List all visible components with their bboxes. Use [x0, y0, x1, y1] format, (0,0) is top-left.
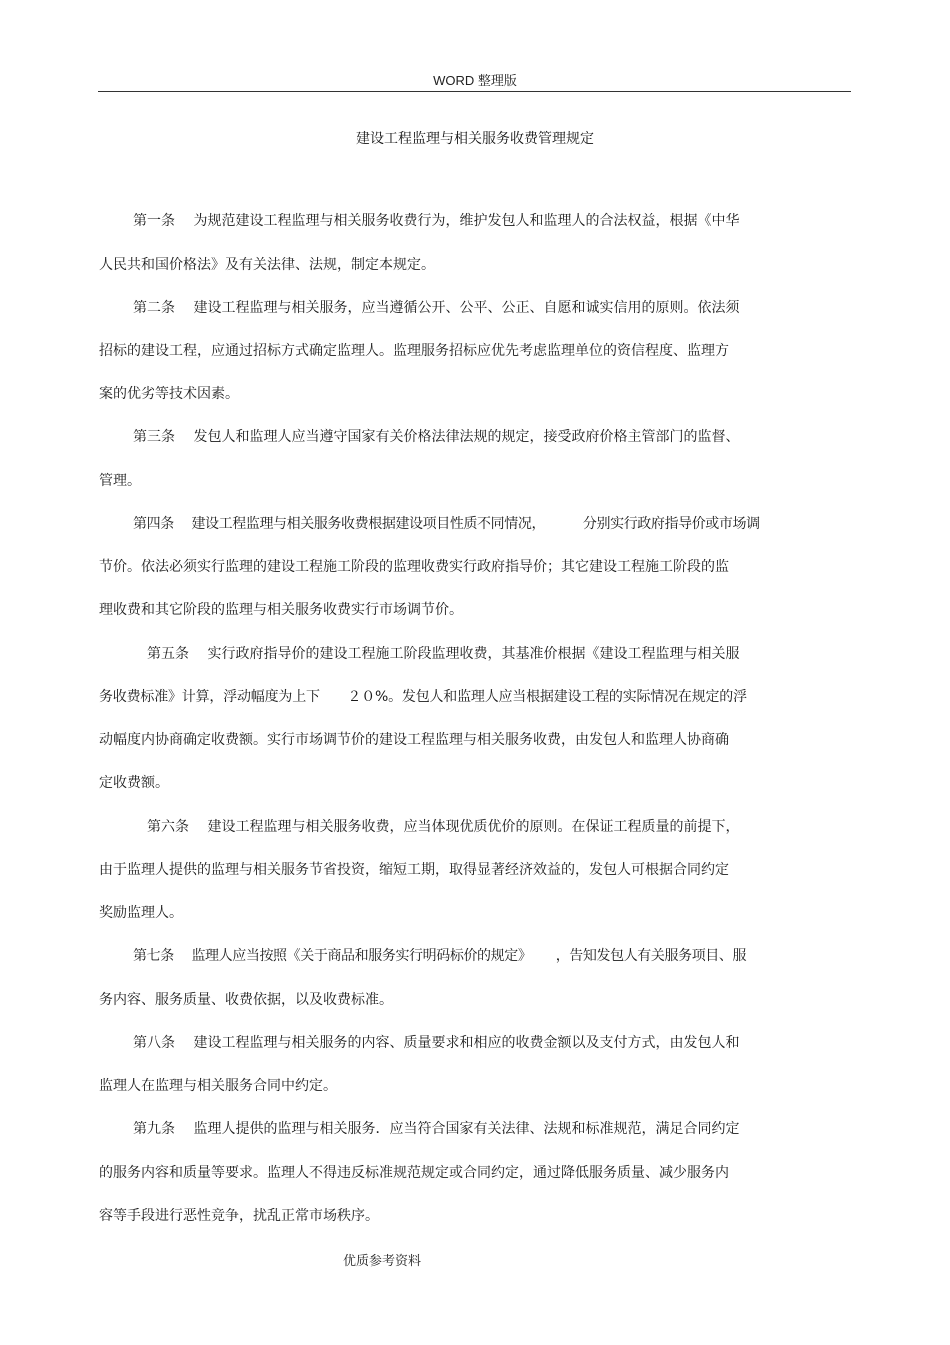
text-line: 容等手段进行恶性竞争，扰乱正常市场秩序。	[99, 1208, 379, 1224]
text-line: 定收费额。	[99, 775, 169, 791]
text-line: 务收费标准》计算，浮动幅度为上下 ２０%。发包人和监理人应当根据建设工程的实际情况在规定的浮	[99, 689, 747, 705]
text-line: 招标的建设工程，应通过招标方式确定监理人。监理服务招标应优先考虑监理单位的资信程度、监理方	[99, 343, 729, 359]
text-line: 第五条 实行政府指导价的建设工程施工阶段监理收费，其基准价根据《建设工程监理与相关服	[147, 646, 740, 662]
text-line: 节价。依法必须实行监理的建设工程施工阶段的监理收费实行政府指导价；其它建设工程施工阶段的监	[99, 559, 729, 575]
text-line: 第二条 建设工程监理与相关服务，应当遵循公开、公平、公正、自愿和诚实信用的原则。依法须	[133, 300, 740, 316]
text-line: 案的优劣等技术因素。	[99, 386, 239, 402]
page-header-label: WORD 整理版	[433, 73, 517, 88]
text-line: 务内容、服务质量、收费依据，以及收费标准。	[99, 992, 393, 1008]
text-line: 第八条 建设工程监理与相关服务的内容、质量要求和相应的收费金额以及支付方式，由发包人和	[133, 1035, 740, 1051]
text-line: 理收费和其它阶段的监理与相关服务收费实行市场调节价。	[99, 602, 463, 618]
text-line: 第三条 发包人和监理人应当遵守国家有关价格法律法规的规定，接受政府价格主管部门的监督、	[133, 429, 740, 445]
page-footer-label: 优质参考资料	[343, 1254, 422, 1269]
text-line: 的服务内容和质量等要求。监理人不得违反标准规范规定或合同约定，通过降低服务质量、减少服务内	[99, 1165, 729, 1181]
text-line: 动幅度内协商确定收费额。实行市场调节价的建设工程监理与相关服务收费，由发包人和监理人协商确	[99, 732, 729, 748]
text-line: 人民共和国价格法》及有关法律、法规，制定本规定。	[99, 257, 435, 273]
text-line: 奖励监理人。	[99, 905, 183, 921]
text-line: 管理。	[99, 473, 141, 489]
text-line: 第一条 为规范建设工程监理与相关服务收费行为，维护发包人和监理人的合法权益，根据《中华	[133, 213, 740, 229]
text-line: 第四条 建设工程监理与相关服务收费根据建设项目性质不同情况， 分别实行政府指导价或市场调	[133, 516, 760, 532]
text-line: 第九条 监理人提供的监理与相关服务．应当符合国家有关法律、法规和标准规范，满足合同约定	[133, 1121, 740, 1137]
text-line: 第六条 建设工程监理与相关服务收费，应当体现优质优价的原则。在保证工程质量的前提下，	[147, 819, 740, 835]
document-title: 建设工程监理与相关服务收费管理规定	[356, 131, 594, 147]
text-line: 第七条 监理人应当按照《关于商品和服务实行明码标价的规定》 ，告知发包人有关服务项目、服	[133, 948, 747, 964]
header-rule	[98, 91, 851, 92]
text-line: 由于监理人提供的监理与相关服务节省投资，缩短工期，取得显著经济效益的，发包人可根据合同约定	[99, 862, 729, 878]
text-line: 监理人在监理与相关服务合同中约定。	[99, 1078, 337, 1094]
